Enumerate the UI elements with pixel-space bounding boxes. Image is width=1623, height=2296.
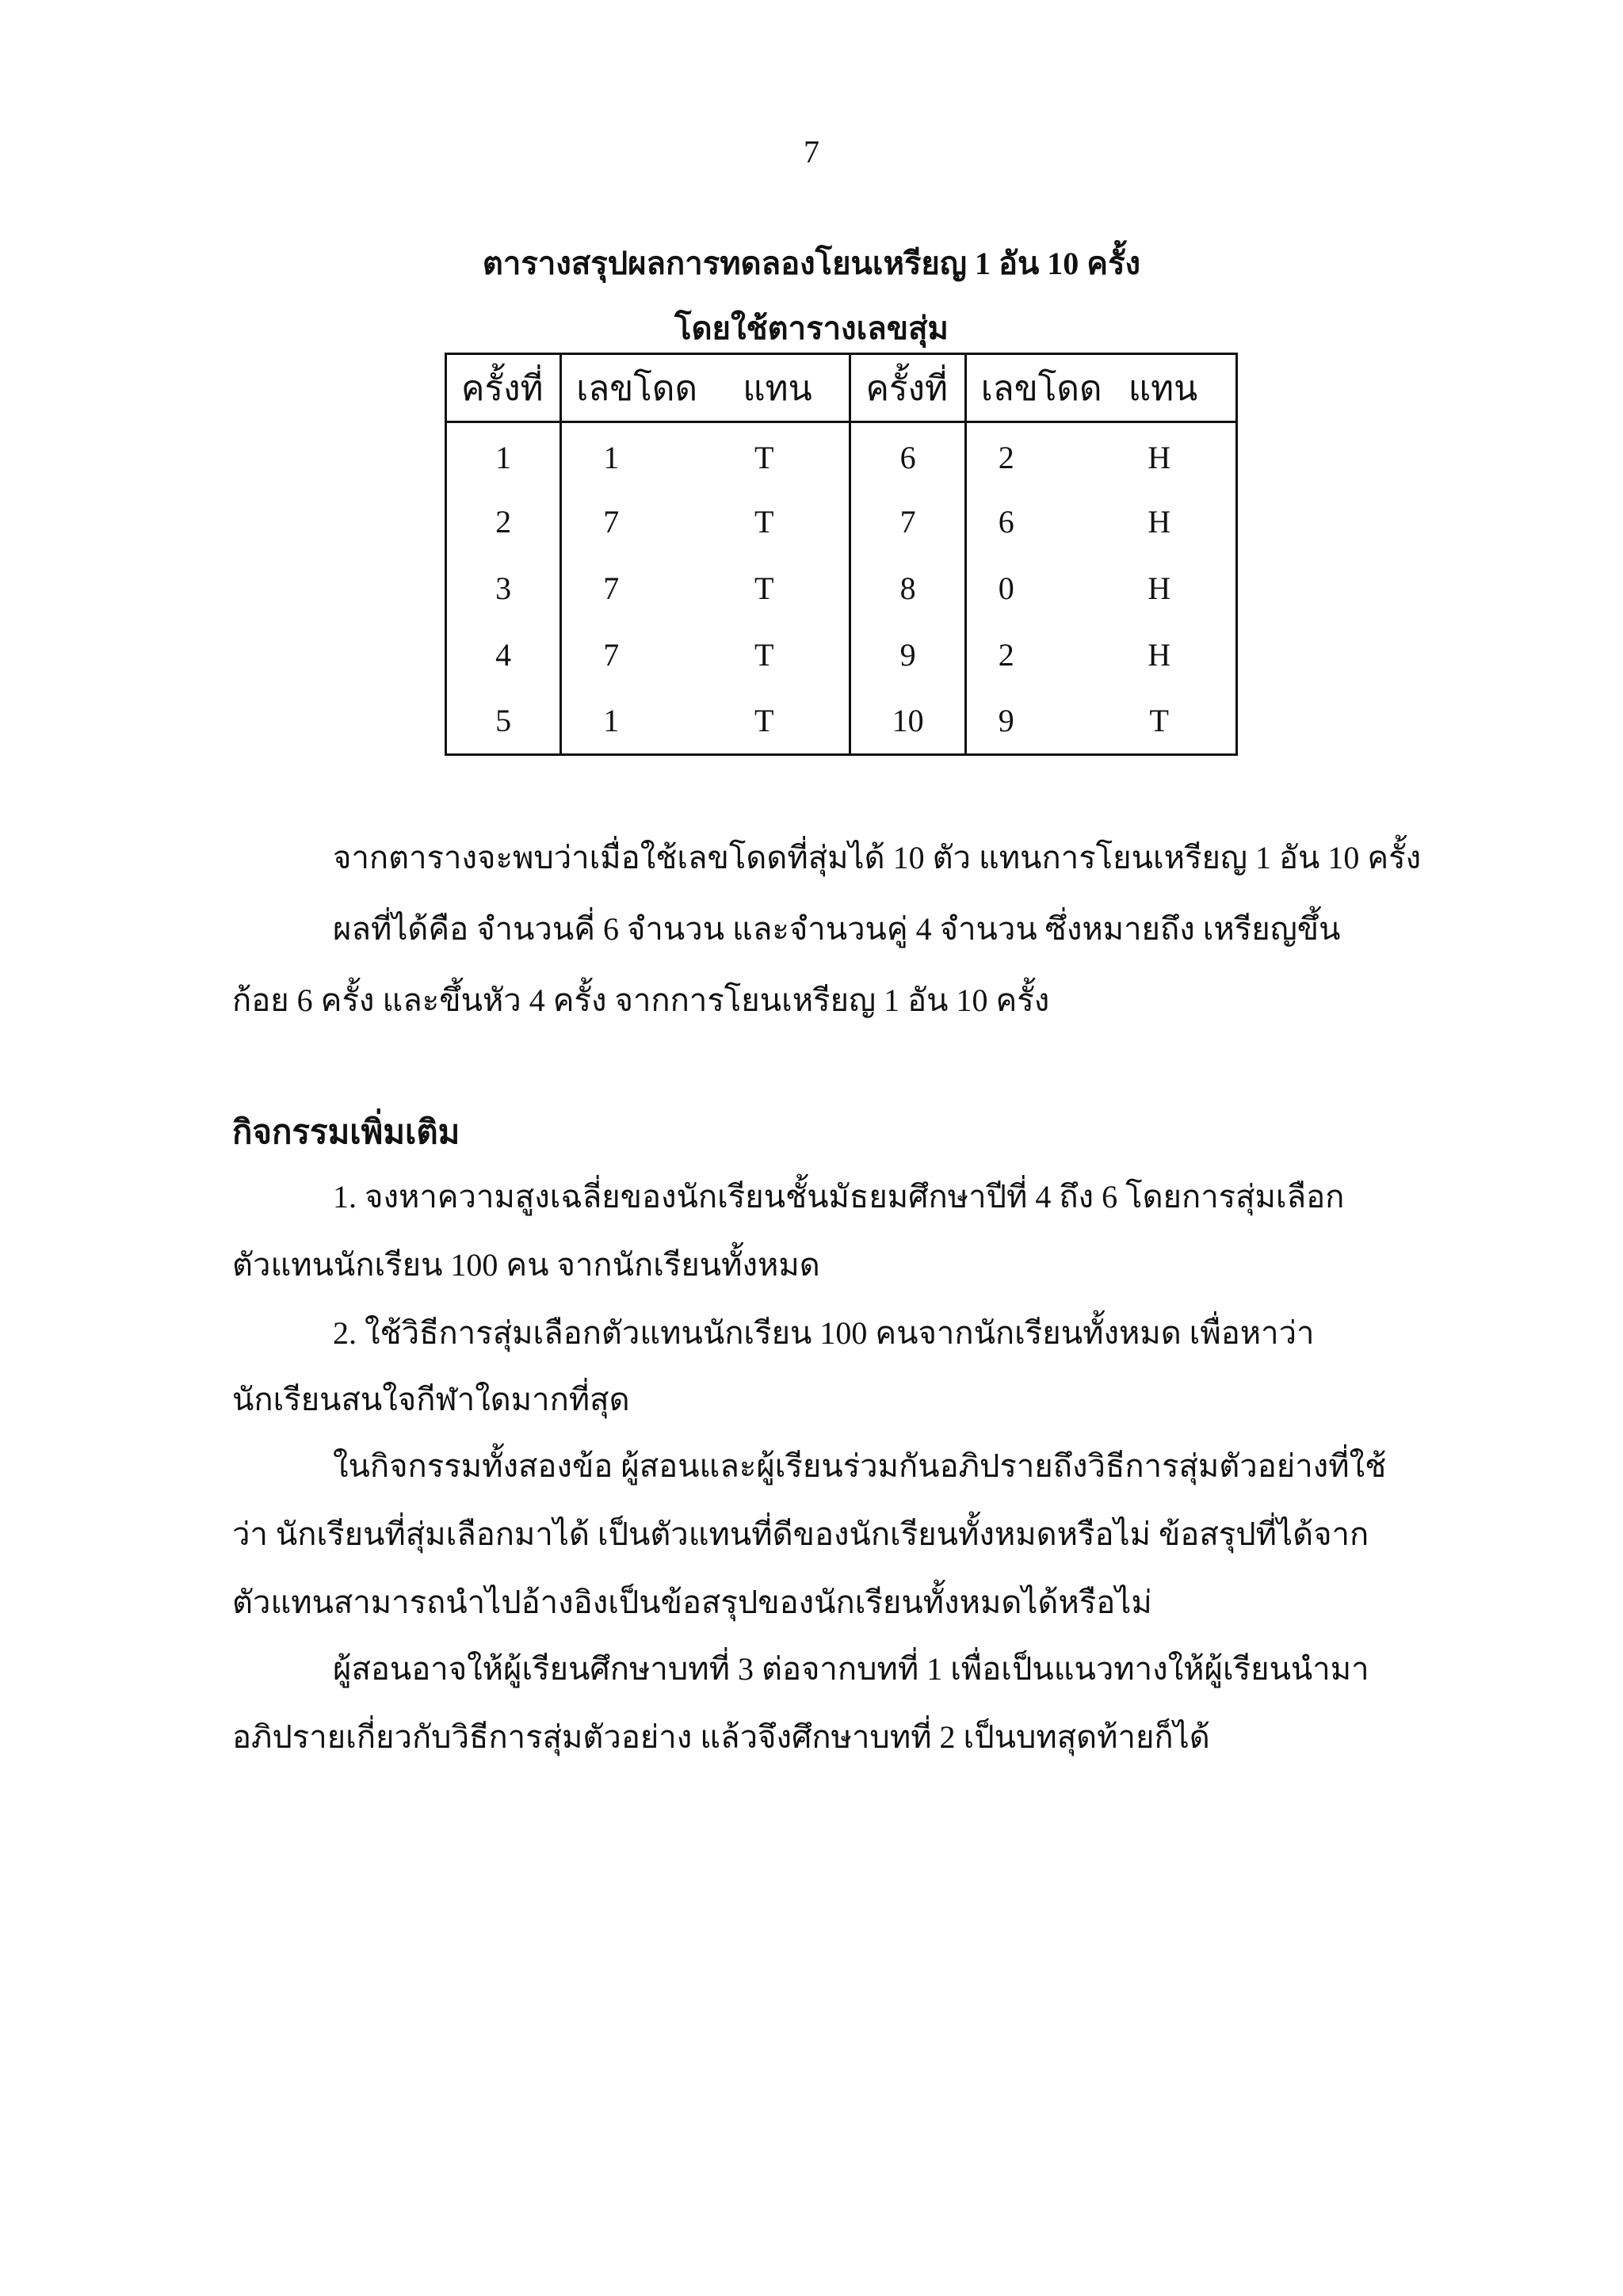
header-digit-left: เลขโดด [576,368,698,408]
summary-line-2: ผลที่ได้คือ จำนวนคี่ 6 จำนวน และจำนวนคู่ 4 จำนวน ซึ่งหมายถึง เหรียญขึ้น [333,911,1341,947]
cell-digit: 7 [603,570,620,606]
discussion-line-3: ตัวแทนสามารถนำไปอ้างอิงเป็นข้อสรุปของนักเรียนทั้งหมดได้หรือไม่ [232,1585,1152,1620]
cell-group [965,688,1236,755]
cell-trial: 1 [446,422,561,489]
cell-represents: H [1148,637,1171,673]
cell-trial: 4 [446,622,561,688]
teacher-note-line-1: ผู้สอนอาจให้ผู้เรียนศึกษาบทที่ 3 ต่อจากบทที่ 1 เพื่อเป็นแนวทางให้ผู้เรียนนำมา [333,1651,1369,1687]
page-number: 7 [804,134,819,170]
cell-group [561,555,850,622]
summary-line-1: จากตารางจะพบว่าเมื่อใช้เลขโดดที่สุ่มได้ 10 ตัว แทนการโยนเหรียญ 1 อัน 10 ครั้ง [333,840,1422,875]
cell-digit: 1 [603,703,620,739]
cell-trial: 5 [446,688,561,755]
summary-line-3: ก้อย 6 ครั้ง และขึ้นหัว 4 ครั้ง จากการโยนเหรียญ 1 อัน 10 ครั้ง [232,982,1050,1018]
cell-digit: 9 [998,703,1014,739]
table-row [446,422,1237,489]
header-represents-right: แทน [1128,368,1198,408]
header-digit-right: เลขโดด [980,368,1102,408]
activity-item-1-line-1: 1. จงหาความสูงเฉลี่ยของนักเรียนชั้นมัธยมศึกษาปีที่ 4 ถึง 6 โดยการสุ่มเลือก [333,1179,1345,1215]
cell-digit: 0 [998,570,1014,606]
cell-trial: 8 [850,555,965,622]
cell-group [965,422,1236,489]
cell-represents: T [754,439,774,475]
cell-trial: 6 [850,422,965,489]
table-row [446,489,1237,555]
activity-item-1-line-2: ตัวแทนนักเรียน 100 คน จากนักเรียนทั้งหมด [232,1247,820,1283]
cell-digit: 7 [603,637,620,673]
header-trial-right: ครั้งที่ [850,354,965,422]
cell-represents: T [1149,703,1169,739]
header-group-left [561,354,850,422]
header-trial-left: ครั้งที่ [446,354,561,422]
header-represents-left: แทน [743,368,812,408]
cell-represents: T [754,570,774,606]
cell-represents: H [1148,439,1171,475]
cell-represents: H [1148,504,1171,540]
discussion-line-1: ในกิจกรรมทั้งสองข้อ ผู้สอนและผู้เรียนร่วมกันอภิปรายถึงวิธีการสุ่มตัวอย่างที่ใช้ [333,1448,1387,1484]
activity-item-2-line-2: นักเรียนสนใจกีฬาใดมากที่สุด [232,1382,630,1417]
cell-group [561,622,850,688]
activity-heading: กิจกรรมเพิ่มเติม [232,1115,460,1151]
cell-digit: 6 [998,504,1014,540]
teacher-note-line-2: อภิปรายเกี่ยวกับวิธีการสุ่มตัวอย่าง แล้วจึงศึกษาบทที่ 2 เป็นบทสุดท้ายก็ได้ [232,1719,1210,1755]
cell-group [965,555,1236,622]
cell-trial: 3 [446,555,561,622]
table-row [446,555,1237,622]
table-row [446,622,1237,688]
cell-represents: T [754,637,774,673]
cell-digit: 7 [603,504,620,540]
cell-represents: T [754,703,774,739]
cell-group [965,489,1236,555]
cell-group [561,422,850,489]
table-row [446,688,1237,755]
cell-digit: 2 [998,637,1014,673]
cell-digit: 2 [998,439,1014,475]
table-caption-subtitle: โดยใช้ตารางเลขสุ่ม [674,311,949,346]
discussion-line-2: ว่า นักเรียนที่สุ่มเลือกมาได้ เป็นตัวแทนที่ดีของนักเรียนทั้งหมดหรือไม่ ข้อสรุปที่ได้จาก [232,1516,1369,1552]
activity-item-2-line-1: 2. ใช้วิธีการสุ่มเลือกตัวแทนนักเรียน 100 คนจากนักเรียนทั้งหมด เพื่อหาว่า [333,1315,1315,1351]
cell-represents: T [754,504,774,540]
cell-trial: 2 [446,489,561,555]
table-header-row [446,354,1237,422]
cell-trial: 10 [850,688,965,755]
cell-group [561,688,850,755]
cell-trial: 9 [850,622,965,688]
header-group-right [965,354,1236,422]
cell-represents: H [1148,570,1171,606]
table-caption-title: ตารางสรุปผลการทดลองโยนเหรียญ 1 อัน 10 ครั้ง [482,246,1141,281]
cell-digit: 1 [603,439,620,475]
coin-toss-results-table [445,353,1238,756]
cell-group [561,489,850,555]
cell-trial: 7 [850,489,965,555]
cell-group [965,622,1236,688]
